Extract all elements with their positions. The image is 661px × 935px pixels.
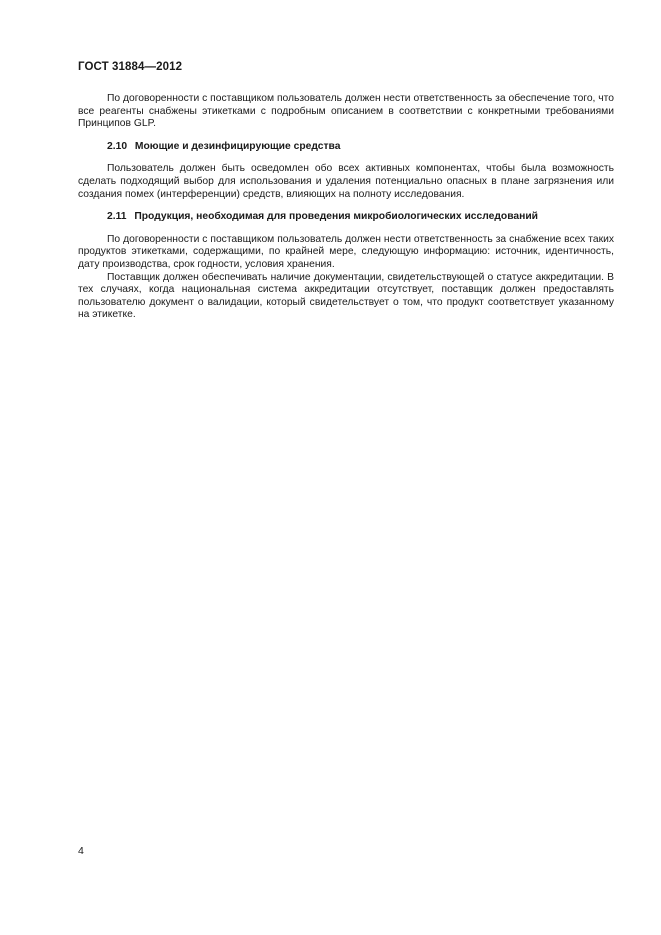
paragraph-reagents-labels: По договоренности с поставщиком пользователь должен нести ответственность за обеспечение того, что все реагенты снабжены этикетками с подробным описанием в соответствии с конкретными требованиями Принципов GLP. (78, 93, 614, 130)
section-number: 2.10 (107, 140, 128, 152)
page-body (78, 93, 614, 322)
section-number: 2.11 (107, 211, 127, 223)
section-title: Моющие и дезинфицирующие средства (134, 140, 341, 152)
page-number: 4 (78, 845, 84, 857)
section-title: Продукция, необходимая для проведения микробиологических исследований (134, 211, 539, 223)
section-heading-2-10 (78, 141, 614, 154)
paragraph-detergents: Пользователь должен быть осведомлен обо всех активных компонентах, чтобы была возможность сделать подходящий выбор для использования и удаления потенциально опасных в плане загрязнения или создания помех (интерференции) средств, влияющих на полноту исследования. (78, 163, 614, 200)
paragraph-accreditation: Поставщик должен обеспечивать наличие документации, свидетельствующей о статусе аккредитации. В тех случаях, когда национальная система аккредитации отсутствует, поставщик должен предоставлять пользователю документ о валидации, который свидетельствует о том, что продукт соответствует указанному на этикетке. (78, 271, 614, 321)
section-heading-2-11 (78, 211, 614, 224)
paragraph-product-labels: По договоренности с поставщиком пользователь должен нести ответственность за снабжение всех таких продуктов этикетками, содержащими, по крайней мере, следующую информацию: источник, идентичность, дату производства, срок годности, условия хранения. (78, 233, 614, 270)
standard-designation: ГОСТ 31884—2012 (78, 61, 183, 73)
